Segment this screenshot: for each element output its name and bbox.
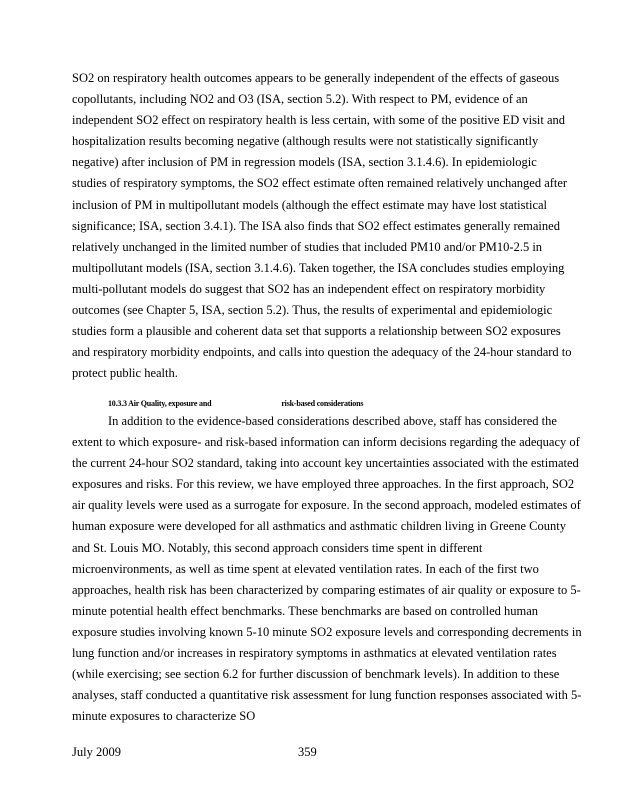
body-paragraph-1: SO2 on respiratory health outcomes appears to be generally independent of the effects of gaseous copollutants, including NO2 and O3 (ISA, section 5.2). With respect to PM, evidence of an independent SO2 effect on respiratory health is less certain, with some of the positive ED visit and hospitalization results becoming negative (although results were not statistically significantly negative) after inclusion of PM in regression models (ISA, section 3.1.4.6). In epidemiologic studies of respiratory symptoms, the SO2 effect estimate often remained relatively unchanged after inclusion of PM in multipollutant models (although the effect estimate may have lost statistical significance; ISA, section 3.4.1). The ISA also finds that SO2 effect estimates generally remained relatively unchanged in the limited number of studies that included PM10 and/or PM10-2.5 in multipollutant models (ISA, section 3.1.4.6). Taken together, the ISA concludes studies employing multi-pollutant models do suggest that SO2 has an independent effect on respiratory morbidity outcomes (see Chapter 5, ISA, section 5.2). Thus, the results of experimental and epidemiologic studies form a plausible and coherent data set that supports a relationship between SO2 exposures and respiratory morbidity endpoints, and calls into question the adequacy of the 24-hour standard to protect public health. [72, 71, 572, 381]
section-heading [108, 399, 363, 408]
section-heading-right: risk-based considerations [281, 399, 364, 408]
footer-page-number: 359 [298, 745, 317, 759]
body-paragraph-2: In addition to the evidence-based considerations described above, staff has considered the extent to which exposure- and risk-based information can inform decisions regarding the adequacy of the current 24-hour SO2 standard, taking into account key uncertainties associated with the estimated exposures and risks. For this review, we have employed three approaches. In the first approach, SO2 air quality levels were used as a surrogate for exposure. In the second approach, modeled estimates of human exposure were developed for all asthmatics and asthmatic children living in Greene County and St. Louis MO. Notably, this second approach considers time spent in different microenvironments, as well as time spent at elevated ventilation rates. In each of the first two approaches, health risk has been characterized by comparing estimates of air quality or exposure to 5-minute potential health effect benchmarks. These benchmarks are based on controlled human exposure studies involving known 5-10 minute SO2 exposure levels and corresponding decrements in lung function and/or increases in respiratory symptoms in asthmatics at elevated ventilation rates (while exercising; see section 6.2 for further discussion of benchmark levels). In addition to these analyses, staff conducted a quantitative risk assessment for lung function responses associated with 5-minute exposures to characterize SO [72, 414, 582, 724]
footer-date: July 2009 [72, 745, 121, 759]
section-heading-left: 10.3.3 Air Quality, exposure and [108, 399, 212, 408]
